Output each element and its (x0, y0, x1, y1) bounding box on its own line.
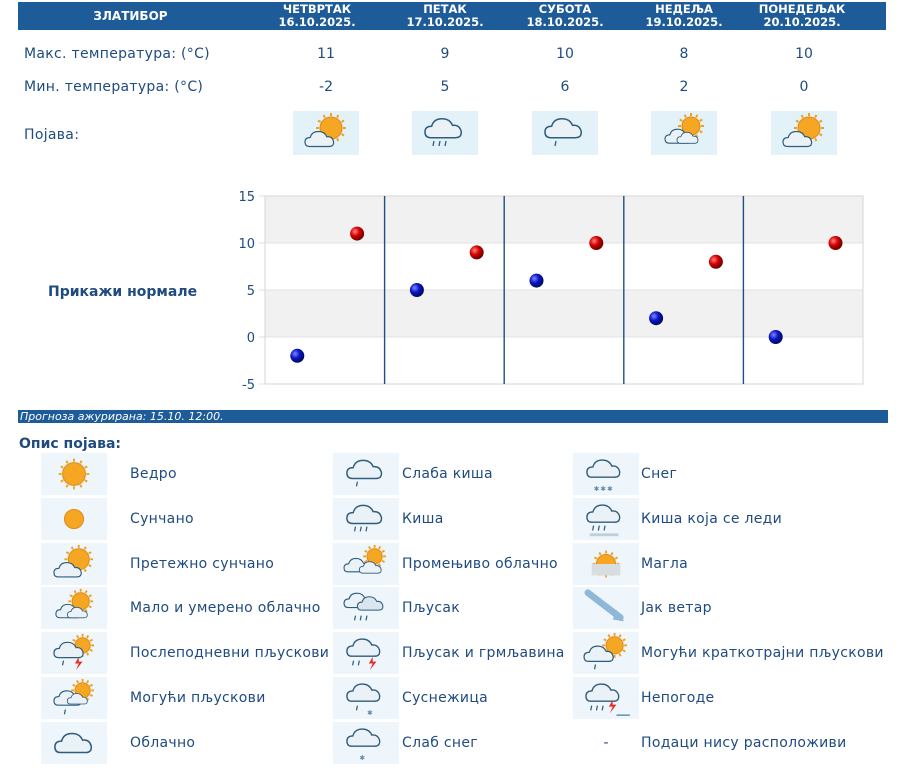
min-temp-label: Мин. температура: (°C) (24, 79, 204, 95)
station-name: ЗЛАТИБОР (93, 9, 168, 23)
min-temp-point (410, 283, 424, 297)
legend-label: Магла (641, 555, 689, 572)
day-name: ЧЕТВРТАК (282, 2, 352, 16)
y-tick-label: 15 (238, 190, 255, 205)
max-temp-value: 10 (795, 46, 813, 62)
no-data-symbol: - (603, 734, 609, 751)
shower-icon (333, 587, 399, 629)
legend-label: Послеподневни пљускови (130, 645, 330, 662)
freezing-rain-icon (573, 498, 639, 540)
max-temp-value: 9 (440, 46, 450, 62)
min-temp-point (769, 330, 783, 344)
snow-icon (573, 453, 639, 495)
day-header (624, 3, 744, 29)
min-temp-point (290, 349, 304, 363)
legend-label: Киша која се леди (641, 510, 783, 527)
min-temp-value: 5 (440, 79, 450, 95)
storm-icon (573, 677, 639, 719)
y-tick-label: 0 (246, 331, 255, 346)
rain-icon (412, 111, 478, 155)
show-normals-link[interactable]: Прикажи нормале (48, 284, 198, 300)
variable-cloudy-icon (333, 543, 399, 585)
svg-text:✱: ✱ (359, 753, 365, 762)
sunny-icon (41, 498, 107, 540)
legend-label: Суснежица (402, 690, 489, 706)
day-name: СУБОТА (538, 2, 592, 16)
legend-label: Сунчано (130, 510, 194, 527)
day-date: 18.10.2025. (526, 15, 604, 29)
light-snow-icon (333, 722, 399, 764)
day-name: ПОНЕДЕЉАК (758, 2, 846, 16)
afternoon-showers-icon (41, 632, 107, 674)
forecast-header (18, 2, 886, 30)
y-tick-label: 5 (246, 284, 255, 299)
legend-label: Снег (641, 466, 678, 482)
max-temp-label: Макс. температура: (°C) (24, 46, 210, 62)
legend-label: Могући пљускови (130, 690, 266, 706)
day-date: 19.10.2025. (645, 15, 723, 29)
mostly-sunny-icon (771, 111, 837, 155)
clear-icon (41, 453, 107, 495)
fog-icon (573, 543, 639, 585)
legend-label: Промењиво облачно (402, 555, 558, 572)
legend-label: Претежно сунчано (130, 555, 275, 572)
legend-label: Подаци нису расположиви (641, 734, 847, 751)
legend-label: Киша (402, 510, 444, 527)
legend-label: Облачно (130, 734, 196, 751)
light-rain-icon (532, 111, 598, 155)
legend-label: Мало и умерено облачно (130, 600, 321, 617)
light-rain-icon (333, 453, 399, 495)
mostly-sunny-icon (293, 111, 359, 155)
max-temp-value: 11 (317, 46, 335, 62)
partly-cloudy-icon (651, 111, 717, 155)
min-temp-value: -2 (319, 79, 333, 95)
svg-text:✱: ✱ (606, 485, 613, 494)
day-header (742, 3, 862, 29)
legend-label: Слаба киша (402, 466, 493, 482)
y-tick-label: -5 (242, 378, 255, 393)
min-temp-point (529, 274, 543, 288)
rain-icon (333, 498, 399, 540)
legend-label: Јак ветар (641, 600, 712, 617)
min-temp-value: 2 (679, 79, 689, 95)
legend-label: Непогоде (641, 690, 715, 706)
max-temp-value: 10 (556, 46, 574, 62)
max-temp-point (709, 255, 723, 269)
max-temp-point (350, 227, 364, 241)
phenomenon-label: Појава: (24, 127, 80, 143)
min-temp-value: 0 (799, 79, 809, 95)
cloudy-icon (41, 722, 107, 764)
legend-label: Пљусак (402, 600, 460, 617)
max-temp-point (470, 245, 484, 259)
day-header (257, 3, 377, 29)
legend-label: Пљусак и грмљавина (402, 645, 565, 662)
day-date: 17.10.2025. (406, 15, 484, 29)
thunder-shower-icon (333, 632, 399, 674)
sleet-icon (333, 677, 399, 719)
forecast-updated: Прогноза ажурирана: 15.10. 12:00. (18, 410, 888, 423)
legend-title: Опис појава: (19, 436, 121, 452)
legend-label: Могући краткотрајни пљускови (641, 645, 884, 662)
legend-label: Ведро (130, 466, 177, 482)
mostly-sunny-icon (41, 543, 107, 585)
brief-showers-icon (573, 632, 639, 674)
day-header (505, 3, 625, 29)
day-name: ПЕТАК (423, 2, 467, 16)
min-temp-value: 6 (560, 79, 570, 95)
day-header (385, 3, 505, 29)
chart-band (265, 290, 863, 337)
y-tick-label: 10 (238, 237, 255, 252)
max-temp-point (828, 236, 842, 250)
strong-wind-icon (573, 587, 639, 629)
possible-showers-icon (41, 677, 107, 719)
max-temp-value: 8 (679, 46, 689, 62)
legend-label: Слаб снег (402, 734, 478, 751)
svg-text:✱: ✱ (593, 485, 600, 494)
temperature-chart (230, 188, 870, 394)
day-date: 20.10.2025. (763, 15, 841, 29)
day-date: 16.10.2025. (278, 15, 356, 29)
min-temp-point (649, 311, 663, 325)
day-name: НЕДЕЉА (655, 2, 713, 16)
max-temp-point (589, 236, 603, 250)
partly-cloudy-icon (41, 587, 107, 629)
svg-text:✱: ✱ (366, 709, 373, 718)
svg-text:✱: ✱ (600, 485, 606, 494)
